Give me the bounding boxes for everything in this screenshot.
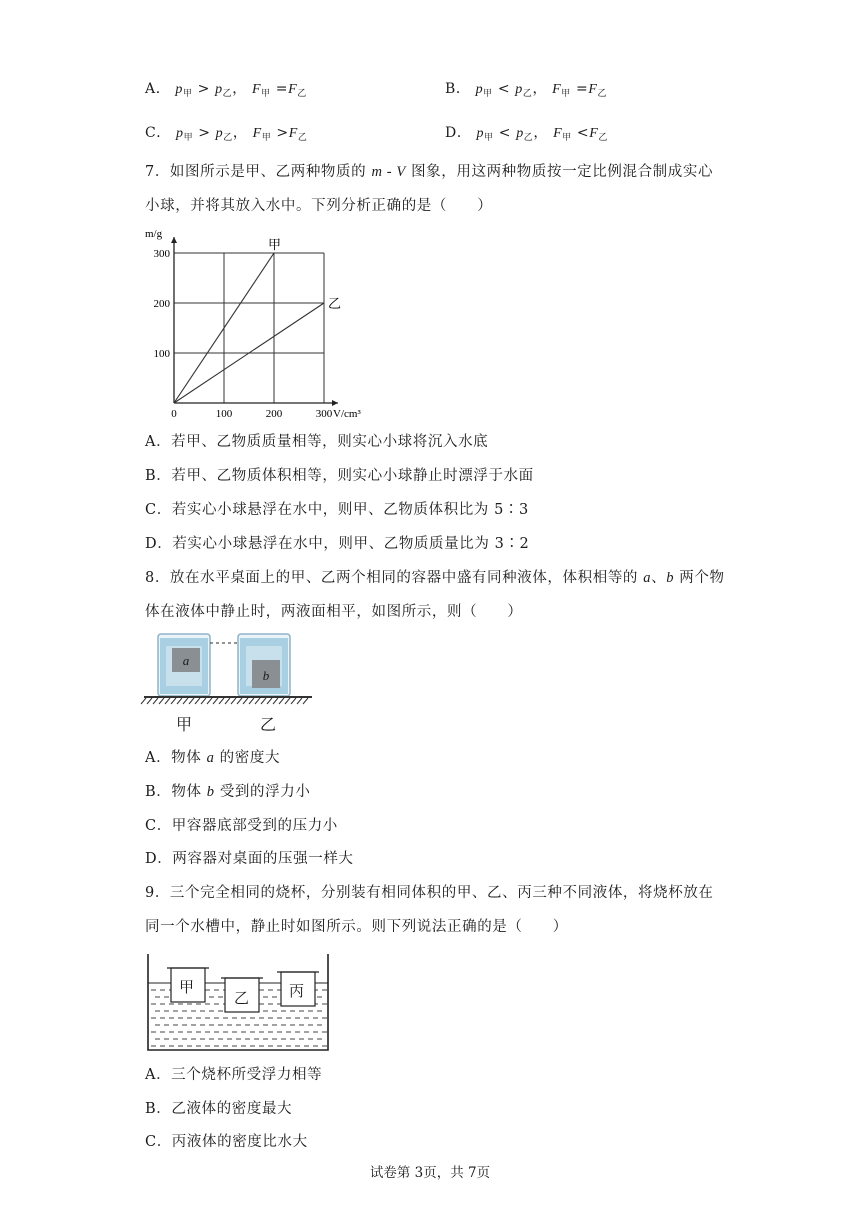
hatch-stroke [231,698,236,704]
hatch-stroke [273,698,278,704]
x-tick-label: 100 [215,408,233,420]
q7-option-d: D．若实心小球悬浮在水中，则甲、乙物质质量比为 3∶2 [145,536,530,552]
q9-option-a: A．三个烧杯所受浮力相等 [145,1067,323,1083]
q7-option-c: C．若实心小球悬浮在水中，则甲、乙物质体积比为 5∶3 [145,502,529,518]
y-tick-label: 100 [153,348,170,360]
beaker-jia [167,968,209,1002]
q9-option-b: B．乙液体的密度最大 [145,1101,293,1117]
series-label-1: 甲 [268,237,282,252]
q8-stem-line1: 8．放在水平桌面上的甲、乙两个相同的容器中盛有同种液体，体积相等的 a、b 两个物 [145,570,725,586]
container-yi [238,634,290,696]
q7-option-a: A．若甲、乙物质质量相等，则实心小球将沉入水底 [145,434,489,450]
hatch-stroke [267,698,272,704]
mv-chart [140,225,380,425]
x-tick-label: 200 [265,408,283,420]
q7-stem-line2: 小球，并将其放入水中。下列分析正确的是（ ） [145,198,493,214]
object-a-label: a [182,653,190,668]
hatch-stroke [291,698,296,704]
q6-option-b: B． $p_甲 < p_乙$， $F_甲 =F_乙$ [445,81,608,99]
q8-option-d: D．两容器对桌面的压强一样大 [145,851,354,867]
chart-axes [171,237,338,406]
q8-option-a: A．物体 a 的密度大 [145,750,281,766]
hatch-stroke [279,698,284,704]
x-axis-arrow [332,400,338,406]
label-jia: 甲 [176,717,193,734]
hatch-stroke [153,698,158,704]
page-footer: 试卷第 3页，共 7页 [369,1165,491,1181]
hatch-stroke [297,698,302,704]
q6-option-c: C． $p_甲 > p_乙$， $F_甲 >F_乙$ [145,125,308,143]
hatch-stroke [177,698,182,704]
beaker-bing-label: 丙 [289,984,305,1000]
hatch-stroke [201,698,206,704]
hatch-stroke [261,698,266,704]
x-tick-label: 300 [315,408,333,420]
hatch-stroke [213,698,218,704]
label-yi: 乙 [260,717,277,734]
series-label-2: 乙 [328,296,342,311]
object-b-label: b [262,668,270,683]
q8-option-b: B．物体 b 受到的浮力小 [145,784,311,800]
hatch-stroke [159,698,164,704]
q9-stem-line2: 同一个水槽中，静止时如图所示。则下列说法正确的是（ ） [145,919,568,935]
hatch-stroke [189,698,194,704]
x-tick-label: 0 [171,408,177,420]
beaker-bing [277,972,319,1006]
hatch-stroke [243,698,248,704]
hatch-stroke [147,698,152,704]
beaker-jia-label: 甲 [179,980,195,996]
hatch-stroke [171,698,176,704]
hatch-stroke [207,698,212,704]
q8-option-c: C．甲容器底部受到的压力小 [145,818,338,834]
q9-stem-line1: 9．三个完全相同的烧杯，分别装有相同体积的甲、乙、丙三种不同液体，将烧杯放在 [145,885,714,901]
q8-stem-line2: 体在液体中静止时，两液面相平，如图所示，则（ ） [145,604,523,620]
y-axis-label: m/g [145,228,163,240]
beaker-yi [221,978,263,1012]
hatch-stroke [219,698,224,704]
hatch-stroke [141,698,146,704]
y-axis-arrow [171,237,177,243]
y-tick-label: 200 [153,298,170,310]
containers-figure [140,630,320,740]
chart-grid [174,253,324,403]
container-jia [158,634,210,696]
hatch-stroke [285,698,290,704]
q6-option-d: D． $p_甲 < p_乙$， $F_甲 <F_乙$ [445,125,609,143]
water-tank-figure [145,950,335,1055]
hatch-stroke [249,698,254,704]
hatch-stroke [183,698,188,704]
hatch-stroke [165,698,170,704]
table-hatch [141,698,308,704]
q6-option-a: A． $p_甲 > p_乙$， $F_甲 =F_乙$ [145,81,307,99]
hatch-stroke [237,698,242,704]
x-axis-label: V/cm³ [333,408,361,420]
hatch-stroke [195,698,200,704]
hatch-stroke [225,698,230,704]
hatch-stroke [303,698,308,704]
q9-option-c: C．丙液体的密度比水大 [145,1134,308,1150]
q7-option-b: B．若甲、乙物质体积相等，则实心小球静止时漂浮于水面 [145,468,534,484]
hatch-stroke [255,698,260,704]
y-tick-label: 300 [153,248,170,260]
q7-stem-line1: 7．如图所示是甲、乙两种物质的 m - V 图象，用这两种物质按一定比例混合制成实心 [145,164,714,180]
beaker-yi-label: 乙 [234,991,250,1007]
